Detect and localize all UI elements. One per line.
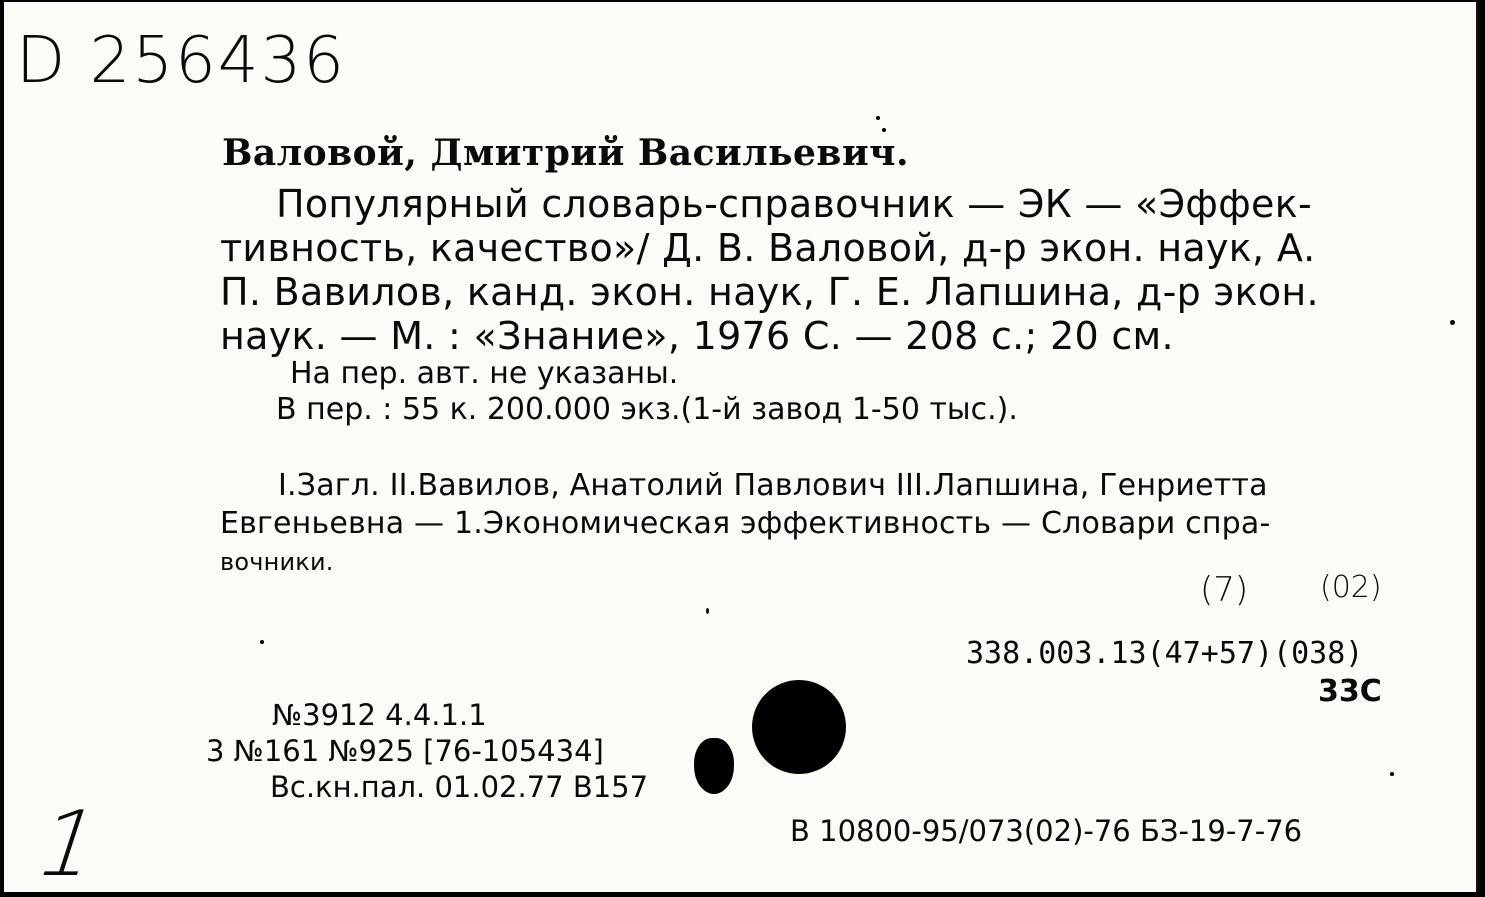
author-heading: Валовой, Дмитрий Васильевич. — [222, 132, 910, 174]
ink-smudge — [694, 738, 734, 794]
udc-classification: 338.003.13(47+57)(038) — [966, 636, 1364, 671]
ink-blot — [752, 680, 846, 774]
speck — [882, 128, 886, 132]
note-authors: На пер. авт. не указаны. — [290, 356, 679, 391]
tracing-line: Евгеньевна — 1.Экономическая эффективность — Словари спра- — [220, 506, 1271, 541]
speck — [876, 116, 880, 120]
registry-line: Вс.кн.пал. 01.02.77 В157 — [270, 770, 649, 804]
description-line: наук. — М. : «Знание», 1976 С. — 208 с.; 20 см. — [220, 314, 1174, 358]
speck — [260, 640, 264, 644]
registry-line: 3 №161 №925 [76-105434] — [206, 734, 604, 768]
handwritten-mark: (7) — [1200, 570, 1249, 610]
handwritten-mark: (02) — [1320, 570, 1382, 605]
bbk-classification: 33С — [1318, 674, 1382, 709]
registry-line: №3912 4.4.1.1 — [272, 698, 487, 732]
handwritten-mark: 1 — [22, 792, 115, 897]
speck — [1390, 772, 1394, 776]
speck — [706, 608, 709, 614]
note-price: В пер. : 55 к. 200.000 экз.(1-й завод 1-50 тыс.). — [276, 392, 1018, 427]
card-number: D 256436 — [16, 24, 346, 98]
speck — [1450, 320, 1455, 325]
tracing-line: вочники. — [220, 548, 334, 576]
description-line: Популярный словарь-справочник — ЭК — «Эффек- — [276, 182, 1312, 226]
catalog-card — [4, 2, 1479, 897]
description-line: тивность, качество»/ Д. В. Валовой, д-р экон. наук, А. — [220, 226, 1316, 270]
publisher-code: В 10800-95/073(02)-76 БЗ-19-7-76 — [790, 814, 1303, 848]
tracing-line: I.Загл. II.Вавилов, Анатолий Павлович III.Лапшина, Генриетта — [278, 468, 1268, 503]
description-line: П. Вавилов, канд. экон. наук, Г. Е. Лапшина, д-р экон. — [220, 270, 1319, 314]
